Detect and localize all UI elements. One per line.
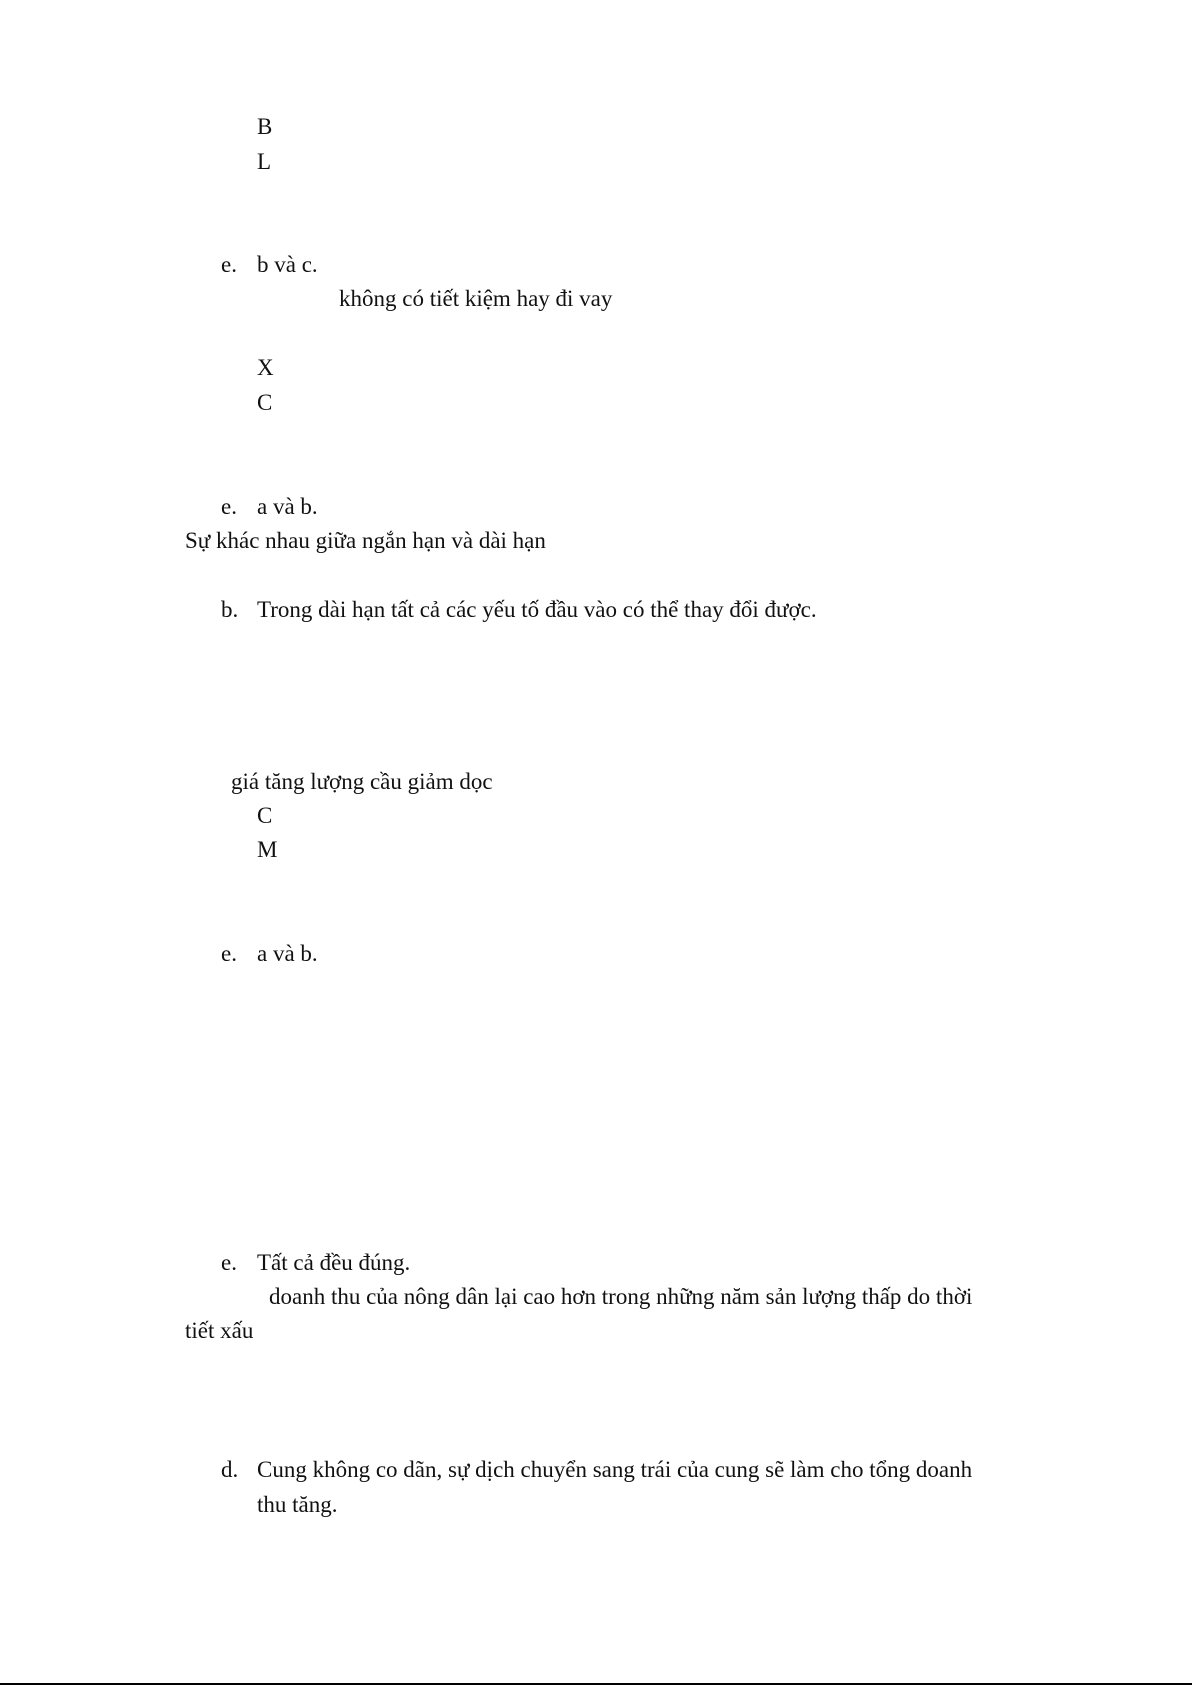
- text-line-x: X: [257, 355, 274, 380]
- text-line-m: M: [257, 837, 278, 862]
- list-item-text: Cung không co dãn, sự dịch chuyển sang trái của cung sẽ làm cho tổng doanh: [257, 1457, 973, 1482]
- list-marker: e.: [221, 941, 237, 966]
- text-line-demand: giá tăng lượng cầu giảm dọc: [231, 769, 493, 794]
- paragraph-line: tiết xấu: [185, 1318, 254, 1343]
- text-line-c2: C: [257, 803, 273, 828]
- list-item-text: a và b.: [257, 494, 318, 519]
- list-marker: e.: [221, 252, 237, 277]
- text-line-b: B: [257, 114, 273, 139]
- text-line-l: L: [257, 149, 272, 174]
- list-marker: e.: [221, 494, 237, 519]
- text-line-savings: không có tiết kiệm hay đi vay: [339, 286, 613, 311]
- list-item-text: Trong dài hạn tất cả các yếu tố đầu vào có thể thay đổi được.: [257, 597, 817, 622]
- list-marker: d.: [221, 1457, 239, 1482]
- list-marker: b.: [221, 597, 239, 622]
- list-item-text: Tất cả đều đúng.: [257, 1250, 411, 1275]
- list-item-text-continued: thu tăng.: [257, 1492, 338, 1517]
- text-line-c: C: [257, 390, 273, 415]
- list-item-text: a và b.: [257, 941, 318, 966]
- list-marker: e.: [221, 1250, 237, 1275]
- list-item-text: b và c.: [257, 252, 318, 277]
- paragraph-line: doanh thu của nông dân lại cao hơn trong những năm sản lượng thấp do thời: [269, 1284, 973, 1309]
- section-heading: Sự khác nhau giữa ngắn hạn và dài hạn: [185, 528, 546, 553]
